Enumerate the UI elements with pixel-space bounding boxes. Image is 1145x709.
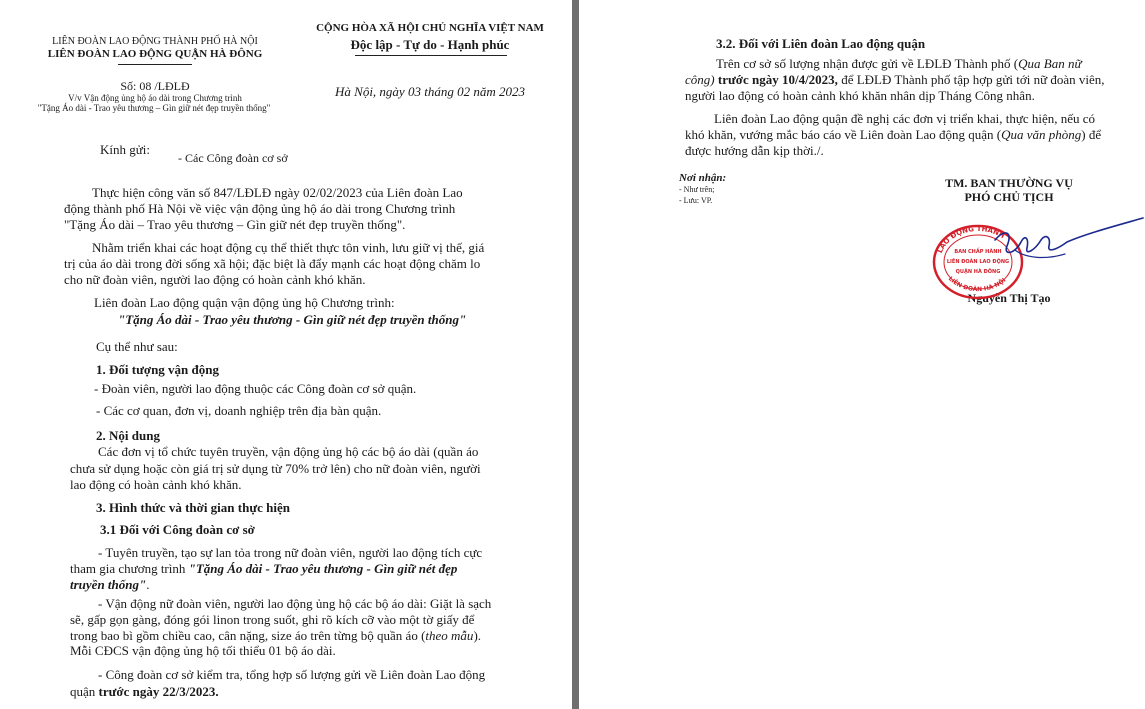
- closing-line-2-end: ) để: [1081, 127, 1102, 142]
- doc-number: Số: 08 /LĐLĐ: [120, 79, 190, 93]
- signer-name: Nguyễn Thị Tạo: [967, 291, 1051, 305]
- p2-line-1: Nhằm triển khai các hoạt động cụ thể thiết thực tôn vinh, lưu giữ vị thế, giá: [92, 240, 485, 255]
- subject-line-1: V/v Vận động ủng hộ áo dài trong Chương trình: [68, 93, 242, 103]
- document-page-1: [0, 0, 572, 709]
- s31-b-line-3-text: trong bao bì gồm chiều cao, cân nặng, size áo trên từng bộ quần áo (: [70, 628, 426, 643]
- p2-line-2: trị của áo dài trong đời sống xã hội; đặc biệt là đẩy mạnh các hoạt động chăm lo: [64, 256, 481, 271]
- s31-a-program-2: truyền thống": [70, 577, 147, 592]
- s32-deadline: trước ngày 10/4/2023,: [714, 72, 838, 87]
- closing-line-2-italic: Qua văn phòng: [1001, 127, 1082, 142]
- org-parent: LIÊN ĐOÀN LAO ĐỘNG THÀNH PHỐ HÀ NỘI: [52, 36, 258, 47]
- s32-line-2-text: để LĐLĐ Thành phố tập hợp gửi tới nữ đoàn viên,: [837, 72, 1105, 87]
- program-title: "Tặng Áo dài - Trao yêu thương - Gìn giữ nét đẹp truyền thống": [118, 312, 467, 327]
- signature: [955, 210, 1145, 290]
- p2-line-3: cho nữ đoàn viên, người lao động có hoàn cảnh khó khăn.: [64, 272, 366, 287]
- section-2-line-2: chưa sử dụng hoặc còn giá trị sử dụng từ 70% trở lên) cho nữ đoàn viên, người: [70, 461, 481, 476]
- doc-date: Hà Nội, ngày 03 tháng 02 năm 2023: [335, 84, 525, 99]
- section-3-2-title: 3.2. Đối với Liên đoàn Lao động quận: [716, 36, 926, 51]
- s31-b-line-1: - Vận động nữ đoàn viên, người lao động ủng hộ các bộ áo dài: Giặt là sạch: [98, 596, 492, 611]
- s31-c-deadline: trước ngày 22/3/2023.: [98, 684, 219, 699]
- motto: Độc lập - Tự do - Hạnh phúc: [350, 37, 510, 52]
- p1-line-2: động thành phố Hà Nội về việc vận động ủng hộ áo dài trong Chương trình: [64, 201, 456, 216]
- s31-c-line-2-text: quận: [70, 684, 99, 699]
- subject-line-2: "Tặng Áo dài - Trao yêu thương – Gìn giữ nét đẹp truyền thống": [37, 103, 271, 113]
- section-1-title: 1. Đối tượng vận động: [96, 362, 219, 377]
- section-3-title: 3. Hình thức và thời gian thực hiện: [96, 500, 290, 515]
- stamp-text-mid-2: LIÊN ĐOÀN LAO ĐỘNG: [946, 259, 1010, 265]
- s31-c-line-1: - Công đoàn cơ sở kiểm tra, tổng hợp số lượng gửi về Liên đoàn Lao động: [98, 667, 486, 682]
- section-1-item-1: - Đoàn viên, người lao động thuộc các Công đoàn cơ sở quận.: [94, 381, 417, 396]
- closing-line-1: Liên đoàn Lao động quận đề nghị các đơn vị triển khai, thực hiện, nếu có: [714, 111, 1096, 126]
- s31-b-end: ).: [473, 628, 482, 643]
- s31-a-line-2: [70, 561, 457, 577]
- s31-b-line-3: [70, 628, 481, 644]
- recipient-label: Kính gửi:: [100, 142, 151, 157]
- recipients-item-1: - Như trên;: [679, 185, 715, 194]
- stamp-text-mid-1: BAN CHẤP HÀNH: [954, 249, 1002, 255]
- page-gutter: [572, 0, 579, 709]
- s31-a-end: .: [146, 577, 150, 592]
- s31-b-italic: theo mẫu: [425, 628, 474, 643]
- s31-b-line-2: sẽ, gấp gọn gàng, đóng gói linon trong suốt, ghi rõ kích cỡ vào một tờ giấy để: [70, 612, 475, 627]
- stamp-text-bottom: LIÊN ĐOÀN HÀ NỘI: [946, 275, 1008, 294]
- s32-line-2-italic: công): [685, 72, 715, 87]
- closing-line-2: [685, 127, 1101, 143]
- stamp-text-mid-3: QUẬN HÀ ĐÔNG: [955, 269, 1001, 275]
- p3: Liên đoàn Lao động quận vận động ủng hộ Chương trình:: [94, 295, 395, 310]
- s31-a-program: "Tặng Áo dài - Trao yêu thương - Gìn giữ nét đẹp: [188, 561, 458, 576]
- org-name: LIÊN ĐOÀN LAO ĐỘNG QUẬN HÀ ĐÔNG: [47, 48, 263, 60]
- p1-line-1: Thực hiện công văn số 847/LĐLĐ ngày 02/02/2023 của Liên đoàn Lao: [92, 185, 463, 200]
- s32-line-1: [716, 56, 1082, 72]
- s31-c-line-2: [70, 684, 219, 700]
- republic-title: CỘNG HÒA XÃ HỘI CHỦ NGHĨA VIỆT NAM: [316, 22, 544, 34]
- section-2-line-3: lao động có hoàn cảnh khó khăn.: [70, 477, 242, 492]
- s31-a-line-3: [70, 577, 149, 593]
- s32-line-1-italic: Qua Ban nữ: [1018, 56, 1082, 71]
- s32-line-2: [685, 72, 1105, 88]
- document-page-2: [579, 0, 1145, 709]
- s31-a-line-2-text: tham gia chương trình: [70, 561, 189, 576]
- section-2-line-1: Các đơn vị tổ chức tuyên truyền, vận động ủng hộ các bộ áo dài (quần áo: [98, 444, 479, 459]
- s31-a-line-1: - Tuyên truyền, tạo sự lan tỏa trong nữ đoàn viên, người lao động tích cực: [98, 545, 483, 560]
- recipients-title: Nơi nhận:: [679, 172, 727, 184]
- section-2-title: 2. Nội dung: [96, 428, 160, 443]
- recipients-item-2: - Lưu: VP.: [679, 196, 713, 205]
- section-1-item-2: - Các cơ quan, đơn vị, doanh nghiệp trên địa bàn quận.: [96, 403, 382, 418]
- s32-line-1-text: Trên cơ sở số lượng nhận được gửi về LĐLĐ Thành phố (: [716, 56, 1019, 71]
- section-3-1-title: 3.1 Đối với Công đoàn cơ sở: [100, 522, 255, 537]
- closing-line-2-text: khó khăn, vướng mắc báo cáo về Liên đoàn Lao động quận (: [685, 127, 1002, 142]
- recipient-value: - Các Công đoàn cơ sở: [178, 151, 288, 165]
- motto-underline: [355, 55, 507, 56]
- sign-title-2: PHÓ CHỦ TỊCH: [964, 190, 1054, 204]
- stamp-text-top: LAO ĐỘNG THÀNH: [935, 224, 1007, 255]
- closing-line-3: được hướng dẫn kịp thời./.: [685, 143, 824, 158]
- s31-b-line-4: Mỗi CĐCS vận động ủng hộ tối thiểu 01 bộ áo dài.: [70, 643, 336, 658]
- p1-line-3: "Tặng Áo dài – Trao yêu thương – Gìn giữ nét đẹp truyền thống".: [64, 217, 406, 232]
- s32-line-3: người lao động có hoàn cảnh khó khăn nhân dịp Tháng Công nhân.: [685, 88, 1035, 103]
- p4: Cụ thể như sau:: [96, 339, 178, 354]
- org-underline: [118, 64, 192, 65]
- sign-title-1: TM. BAN THƯỜNG VỤ: [945, 176, 1073, 190]
